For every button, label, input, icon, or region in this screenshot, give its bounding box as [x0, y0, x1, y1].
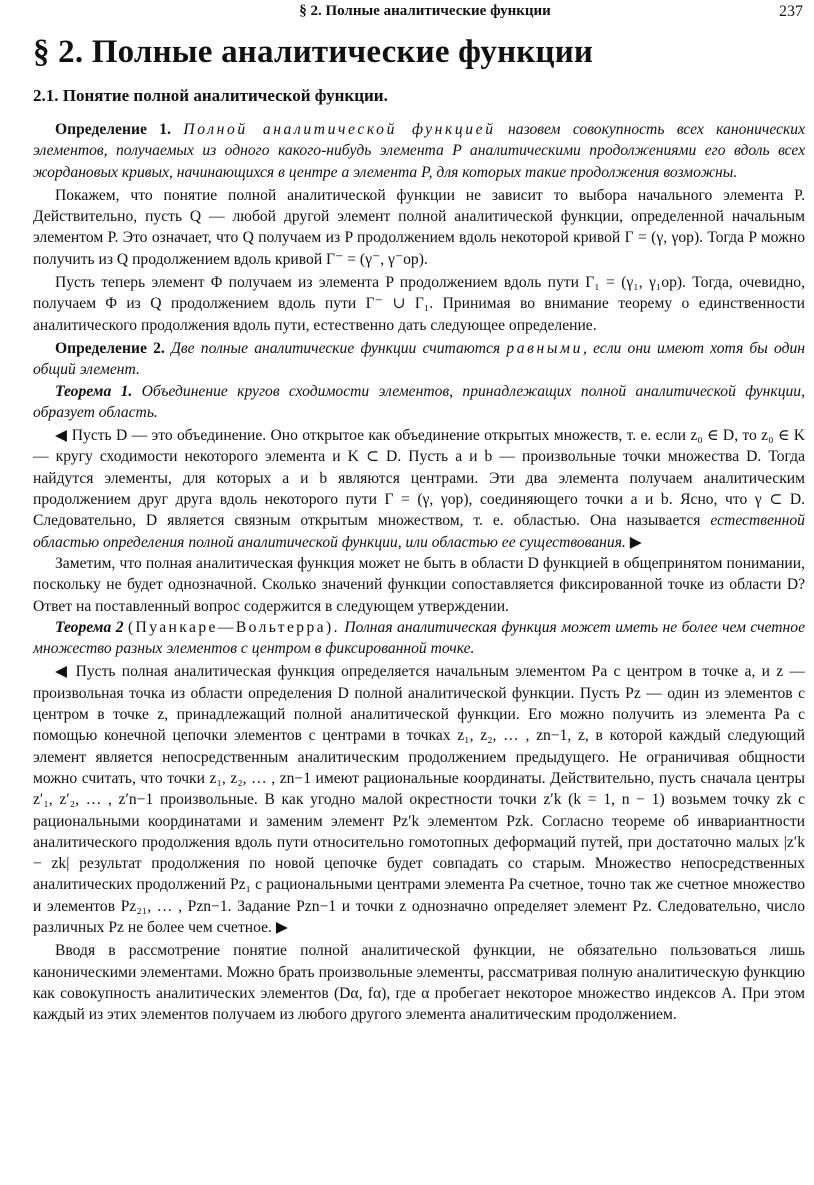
- theorem-1-text: Объединение кругов сходимости элементов, принадлежащих полной аналитической функции, образует область.: [33, 382, 806, 421]
- paragraph-path-continuation: Пусть теперь элемент Φ получаем из элемента P продолжением вдоль пути Γ₁ = (γ₁, γ₁op). Тогда, очевидно, получаем Φ из Q продолжением вдоль пути Γ⁻ ∪ Γ₁. Принимая во внимание теорему о единственности аналитического продолжения вдоль пути, естественно дать следующее определение.: [33, 274, 805, 334]
- definition-2: [33, 338, 805, 381]
- paragraph-independence: Покажем, что понятие полной аналитической функции не зависит то выбора начального элемента P. Действительно, пусть Q — любой другой элемент полной аналитической функции, определенной начальным элементом P. Это означает, что Q получаем из P продолжением вдоль некоторой кривой Γ = (γ, γop). Тогда P можно получить из Q продолжением вдоль кривой Γ⁻ = (γ⁻, γ⁻op).: [33, 186, 805, 268]
- proof-theorem-2: ◀ Пусть полная аналитическая функция определяется начальным элементом Pa с центром в точке a, и z — произвольная точка из области определения D полной аналитической функции. Пусть Pz — один из элементов с центром в точке z, принадлежащий полной аналитической функции. Его можно получить из элемента Pa с помощью конечной цепочки элементов с центрами в точках z₁, z₂, … , zn−1, z, в которой каждый следующий элемент является непосредственным аналитическим продолжением предыдущего. Не ограничивая общности можно считать, что точки z₁, z₂, … , zn−1 имеют рациональные координаты. Действительно, пусть сначала центры z′₁, z′₂, … , z′n−1 произвольные. В как угодно малой окрестности точки z′k (k = 1, n − 1) возьмем точку zk с рациональными координатами и заменим элемент Pz′k элементом Pzk. Согласно теореме об инвариантности аналитического продолжения вдоль пути относительно гомотопных деформаций путей, при достаточно малых |z′k − zk| результат продолжения по новой цепочке будет совпадать со старым. Множество непосредственных аналитических продолжений Pz₁ с рациональными центрами элемента Pa счетное, точно так же счетное множество и элементов Pz₂₁, … , Pzn−1. Задание Pzn−1 и точки z однозначно определяет элемент Pz. Следовательно, число различных Pz не более чем счетное. ▶: [33, 663, 805, 936]
- definition-2-text-b: , если они имеют хотя бы один общий элемент.: [33, 339, 805, 379]
- running-head: [33, 3, 805, 25]
- theorem-2-label: Теорема 2: [55, 618, 124, 636]
- theorem-2-text: Полная аналитическая функция может иметь не более чем счетное множество разных элементов с центром в фиксированной точке.: [33, 618, 806, 658]
- definition-1-text: назовем совокупность всех канонических элементов, получаемых из одного какого-нибудь элемента P аналитическими продолжениями его вдоль всех жордановых кривых, начинающихся в центре a элемента P, для которых такие продолжения возможны.: [33, 121, 806, 181]
- section-title: § 2. Полные аналитические функции: [33, 34, 594, 70]
- definition-2-term: равными: [506, 339, 583, 357]
- proof-theorem-1: [33, 425, 805, 553]
- definition-1-term: Полной аналитической функцией: [183, 121, 496, 138]
- definition-2-label: Определение 2.: [55, 339, 165, 357]
- running-title: § 2. Полные аналитические функции: [299, 3, 551, 19]
- proof-1-end-mark: ▶: [625, 533, 642, 551]
- paragraph-multivalued: Заметим, что полная аналитическая функция может не быть в области D функцией в общепринятом понимании, поскольку не будет однозначной. Сколько значений функции сопоставляется фиксированной точке из области D? Ответ на поставленный вопрос содержится в следующем утверждении.: [33, 554, 805, 615]
- proof-1-italic: естественной областью определения полной аналитической функции, или областью ее существования.: [33, 512, 805, 551]
- proof-1-text: ◀ Пусть D — это объединение. Оно открытое как объединение открытых множеств, т. е. если z₀ ∈ D, то z₀ ∈ K — кругу сходимости некоторого элемента и K ⊂ D. Пусть a и b — произвольные точки множества D. Тогда найдутся элементы, для которых a и b являются центрами. Эти два элемента получаем аналитическим продолжением друг друга вдоль некоторого пути Γ = (γ, γop), соединяющего точки a и b. Ясно, что γ ⊂ D. Следовательно, D является связным открытым множеством, т. е. областью. Она называется: [33, 427, 805, 530]
- definition-2-text-a: Две полные аналитические функции считаются: [170, 339, 501, 357]
- definition-1-label: Определение 1.: [55, 121, 171, 138]
- theorem-2-names: (Пуанкаре—Вольтерра).: [127, 618, 340, 636]
- subsection-title: 2.1. Понятие полной аналитической функции.: [33, 86, 388, 105]
- theorem-2: [33, 617, 805, 660]
- definition-1: [33, 119, 805, 183]
- theorem-1-label: Теорема 1.: [55, 382, 133, 400]
- theorem-1: [33, 381, 805, 424]
- book-page: [33, 3, 805, 1025]
- paragraph-arbitrary-elements: Вводя в рассмотрение понятие полной аналитической функции, не обязательно пользоваться лишь каноническими элементами. Можно брать произвольные элементы, рассматривая полную аналитическую функцию как совокупность аналитических элементов (Dα, fα), где α пробегает некоторое множество индексов A. При этом каждый из этих элементов получаем из любого другого элемента аналитическим продолжением.: [33, 942, 805, 1024]
- page-number: 237: [779, 3, 803, 20]
